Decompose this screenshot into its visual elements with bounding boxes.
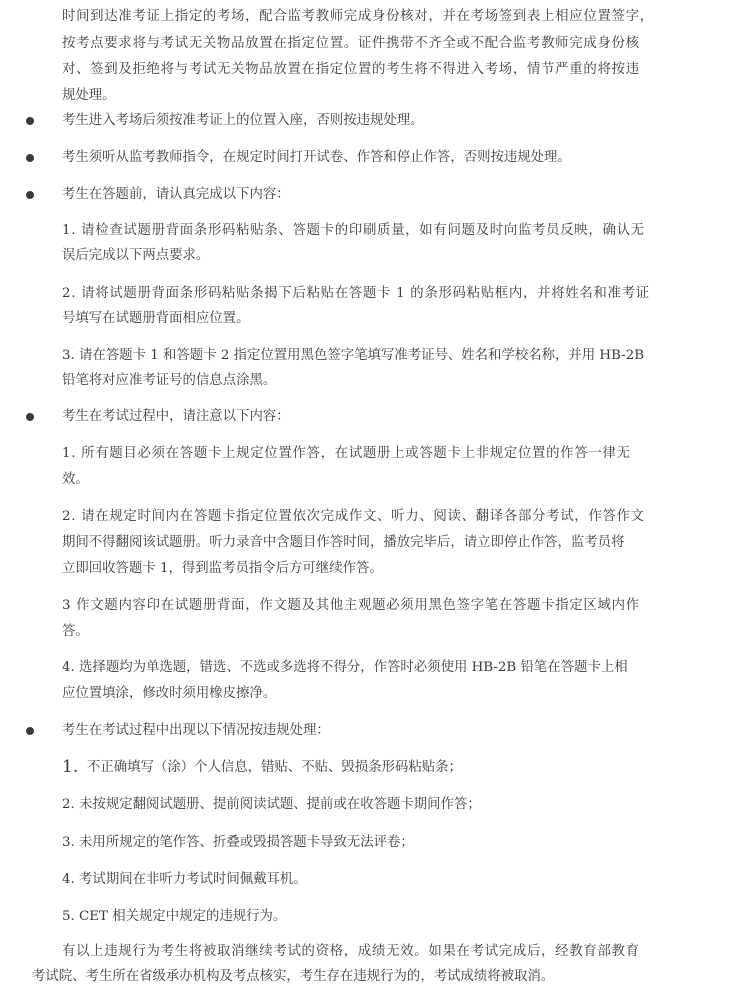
violation-item-2: 2. 未按规定翻阅试题册、提前阅读试题、提前或在收答题卡期间作答； — [62, 797, 481, 812]
before-item-3-line-2: 铅笔将对应准考证号的信息点涂黑。 — [62, 373, 277, 388]
bullet-violations: 考生在考试过程中出现以下情况按违规处理： — [62, 723, 330, 738]
bullet-dot — [26, 117, 34, 125]
violation-item-4: 4. 考试期间在非听力考试时间佩戴耳机。 — [62, 872, 307, 887]
intro-line-2: 按考点要求将与考试无关物品放置在指定位置。证件携带不齐全或不配合监考教师完成身份核 — [62, 36, 640, 51]
before-item-1-line-1: 1. 请检查试题册背面条形码粘贴条、答题卡的印刷质量，如有问题及时向监考员反映，确认无 — [62, 223, 645, 238]
during-item-2-line-2: 期间不得翻阅该试题册。听力录音中含题目作答时间，播放完毕后，请立即停止作答，监考员将 — [62, 535, 625, 550]
intro-line-4: 规处理。 — [62, 88, 116, 103]
intro-line-1: 时间到达准考证上指定的考场，配合监考教师完成身份核对，并在考场签到表上相应位置签字， — [62, 9, 654, 24]
during-item-3-line-2: 答。 — [62, 624, 89, 639]
violation-item-3: 3. 未用所规定的笔作答、折叠或毁损答题卡导致无法评卷； — [62, 835, 414, 850]
bullet-entry-seat: 考生进入考场后须按准考证上的位置入座，否则按违规处理。 — [62, 113, 424, 128]
violation-item-1-text: 不正确填写（涂）个人信息，错贴、不贴、毁损条形码粘贴条； — [87, 760, 462, 775]
bullet-dot — [26, 191, 34, 199]
during-item-4-line-1: 4. 选择题均为单选题，错选、不选或多选将不得分，作答时必须使用 HB-2B 铅笔在答题卡上相 — [62, 660, 628, 675]
during-item-1-line-2: 效。 — [62, 472, 89, 487]
before-item-2-line-2: 号填写在试题册背面相应位置。 — [62, 311, 250, 326]
bullet-follow-instructions: 考生须听从监考教师指令，在规定时间打开试卷、作答和停止作答，否则按违规处理。 — [62, 150, 571, 165]
bullet-dot — [26, 727, 34, 735]
during-item-2-line-3: 立即回收答题卡 1，得到监考员指令后方可继续作答。 — [62, 561, 383, 576]
during-item-3-line-1: 3 作文题内容印在试题册背面，作文题及其他主观题必须用黑色签字笔在答题卡指定区域内作 — [62, 598, 640, 613]
closing-line-2: 考试院、考生所在省级承办机构及考点核实，考生存在违规行为的，考试成绩将被取消。 — [32, 969, 555, 984]
violation-item-5: 5. CET 相关规定中规定的违规行为。 — [62, 909, 287, 924]
bullet-dot — [26, 413, 34, 421]
violation-item-1-number: 1. — [62, 757, 79, 777]
during-item-4-line-2: 应位置填涂，修改时须用橡皮擦净。 — [62, 686, 277, 701]
bullet-before-answer: 考生在答题前，请认真完成以下内容： — [62, 187, 290, 202]
during-item-1-line-1: 1. 所有题目必须在答题卡上规定位置作答，在试题册上或答题卡上非规定位置的作答一律无 — [62, 446, 631, 461]
before-item-1-line-2: 误后完成以下两点要求。 — [62, 248, 210, 263]
bullet-during-exam: 考生在考试过程中，请注意以下内容： — [62, 409, 290, 424]
closing-line-1: 有以上违规行为考生将被取消继续考试的资格，成绩无效。如果在考试完成后，经教育部教育 — [62, 944, 640, 959]
during-item-2-line-1: 2. 请在规定时间内在答题卡指定位置依次完成作文、听力、阅读、翻译各部分考试，作答作文 — [62, 509, 645, 524]
before-item-3-line-1: 3. 请在答题卡 1 和答题卡 2 指定位置用黑色签字笔填写准考证号、姓名和学校名称，并用 HB-2B — [62, 348, 645, 363]
intro-line-3: 对、签到及拒绝将与考试无关物品放置在指定位置的考生将不得进入考场，情节严重的将按违 — [62, 62, 640, 77]
bullet-dot — [26, 154, 34, 162]
before-item-2-line-1: 2. 请将试题册背面条形码粘贴条揭下后粘贴在答题卡 1 的条形码粘贴框内，并将姓名和准考证 — [62, 286, 650, 301]
